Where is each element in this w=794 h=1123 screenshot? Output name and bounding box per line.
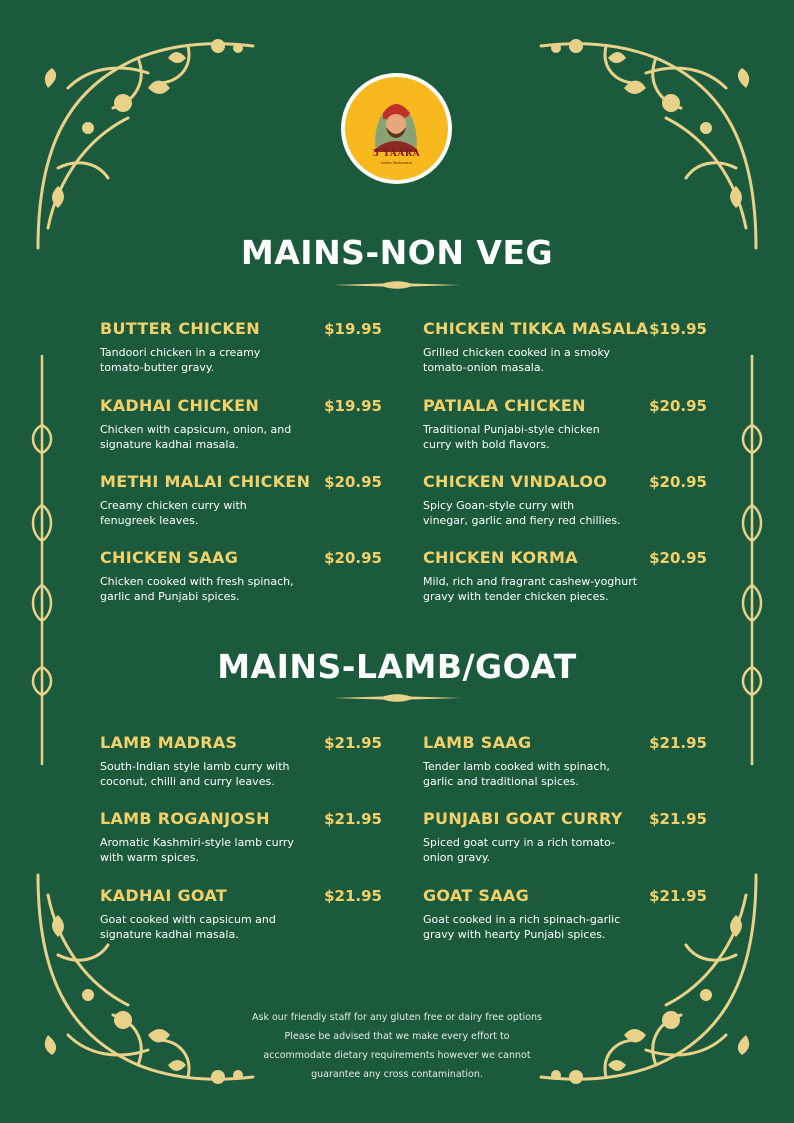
logo-wordmark: 5 TAARA	[372, 149, 421, 159]
side-scroll-ornament-icon	[30, 355, 54, 765]
gold-divider-icon	[333, 693, 461, 703]
item-price: $21.95	[649, 887, 707, 905]
item-description: Chicken cooked with fresh spinach, garlic and Punjabi spices.	[100, 575, 294, 603]
item-description: Spicy Goan-style curry with vinegar, garlic and fiery red chillies.	[423, 499, 621, 527]
item-description: Goat cooked in a rich spinach-garlic gravy with hearty Punjabi spices.	[423, 913, 621, 941]
disclaimer-line: Please be advised that we make every effort to	[284, 1031, 510, 1042]
section-title-lamb-goat: MAINS-LAMB/GOAT	[217, 647, 577, 686]
item-name: KADHAI CHICKEN	[100, 396, 260, 415]
item-price: $21.95	[649, 734, 707, 752]
side-scroll-ornament-icon	[740, 355, 764, 765]
item-description: Spiced goat curry in a rich tomato- onion gravy.	[423, 836, 616, 864]
item-description: Chicken with capsicum, onion, and signature kadhai masala.	[100, 423, 292, 451]
logo-badge	[345, 77, 448, 180]
item-price: $19.95	[324, 397, 382, 415]
item-description: Tender lamb cooked with spinach, garlic and traditional spices.	[423, 760, 610, 788]
restaurant-logo	[341, 73, 452, 184]
item-price: $21.95	[324, 810, 382, 828]
item-name: CHICKEN KORMA	[423, 548, 578, 567]
item-name: KADHAI GOAT	[100, 886, 228, 905]
item-price: $21.95	[324, 887, 382, 905]
disclaimer-line: accommodate dietary requirements however we cannot	[263, 1050, 531, 1061]
item-description: Traditional Punjabi-style chicken curry with bold flavors.	[423, 423, 600, 451]
disclaimer-line: Ask our friendly staff for any gluten free or dairy free options	[252, 1012, 542, 1023]
item-name: LAMB MADRAS	[100, 733, 238, 752]
floral-corner-ornament-icon	[536, 28, 766, 258]
item-description: Mild, rich and fragrant cashew-yoghurt gravy with tender chicken pieces.	[423, 575, 638, 603]
item-price: $19.95	[324, 320, 382, 338]
item-price: $21.95	[324, 734, 382, 752]
item-description: Tandoori chicken in a creamy tomato-butter gravy.	[100, 346, 261, 374]
item-price: $19.95	[649, 320, 707, 338]
item-price: $20.95	[324, 473, 382, 491]
item-name: CHICKEN SAAG	[100, 548, 239, 567]
disclaimer-line: guarantee any cross contamination.	[311, 1069, 483, 1080]
item-name: CHICKEN TIKKA MASALA	[423, 319, 649, 338]
item-name: PUNJABI GOAT CURRY	[423, 809, 623, 828]
dietary-disclaimer	[220, 1008, 574, 1084]
item-description: Creamy chicken curry with fenugreek leaves.	[100, 499, 247, 527]
item-name: BUTTER CHICKEN	[100, 319, 260, 338]
gold-divider-icon	[333, 280, 461, 290]
item-description: South-Indian style lamb curry with coconut, chilli and curry leaves.	[100, 760, 290, 788]
logo-subtitle: Indian Restaurant	[380, 161, 413, 165]
item-description: Grilled chicken cooked in a smoky tomato-onion masala.	[423, 346, 610, 374]
item-price: $20.95	[649, 397, 707, 415]
item-description: Goat cooked with capsicum and signature kadhai masala.	[100, 913, 276, 941]
item-description: Aromatic Kashmiri-style lamb curry with warm spices.	[100, 836, 294, 864]
item-name: METHI MALAI CHICKEN	[100, 472, 311, 491]
floral-corner-ornament-icon	[28, 28, 258, 258]
item-name: PATIALA CHICKEN	[423, 396, 586, 415]
item-name: CHICKEN VINDALOO	[423, 472, 608, 491]
item-price: $20.95	[649, 473, 707, 491]
section-title-non-veg: MAINS-NON VEG	[240, 233, 554, 272]
item-name: GOAT SAAG	[423, 886, 530, 905]
item-price: $20.95	[324, 549, 382, 567]
item-name: LAMB SAAG	[423, 733, 532, 752]
item-price: $21.95	[649, 810, 707, 828]
item-price: $20.95	[649, 549, 707, 567]
item-name: LAMB ROGANJOSH	[100, 809, 270, 828]
